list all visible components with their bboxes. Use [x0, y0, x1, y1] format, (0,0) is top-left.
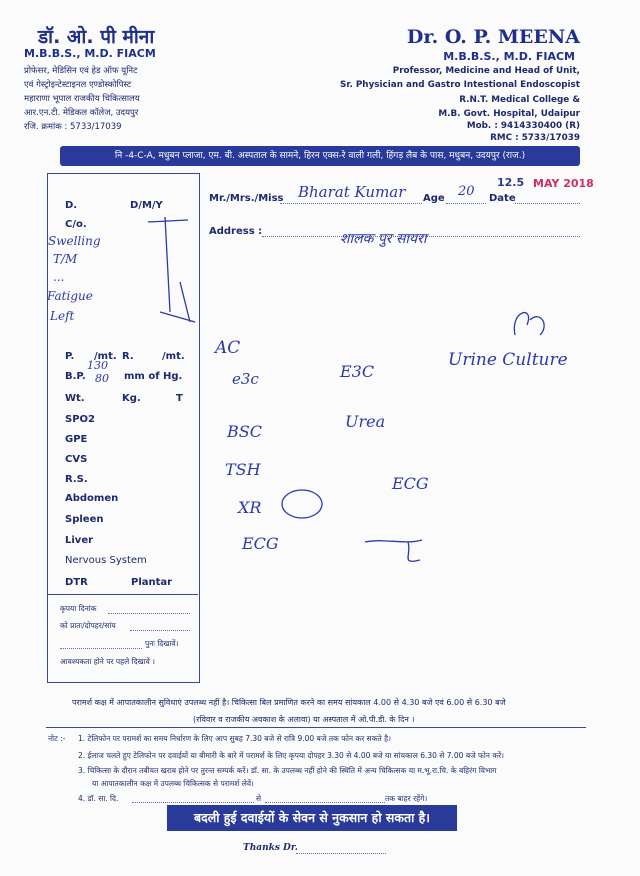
- address-handwritten: शालक पुर सायरा: [340, 231, 427, 247]
- rx-note-ecg-a: ECG: [392, 474, 429, 493]
- title-english-1: Professor, Medicine and Head of Unit,: [392, 66, 580, 76]
- bp-label: B.P.: [65, 371, 86, 382]
- kg-label: Kg.: [122, 393, 141, 404]
- abdomen-label: Abdomen: [65, 493, 119, 504]
- note-2: 2. ईलाज चलते हुए टेलिफोन पर दवाईयों या बीमारी के बारे में परामर्श के लिए कृपया दोपहर 3.30 से 4.00 बजे या सांयकाल 6.30 से 7.00 बजे फोन करें।: [78, 751, 504, 760]
- weight-label: Wt.: [65, 393, 85, 404]
- age-handwritten: 20: [458, 184, 475, 199]
- liver-label: Liver: [65, 535, 94, 546]
- pulse-label: P.: [65, 351, 75, 362]
- doctor-name-hindi: डॉ. ओ. पी मीना: [38, 26, 155, 48]
- complaint-3: ...: [53, 270, 65, 284]
- note-4c: तक बाहर रहेंगे।: [385, 794, 428, 803]
- complaint-4: Fatigue: [47, 289, 93, 303]
- followup-date-line: [108, 613, 190, 614]
- note-4-to-line: [265, 802, 385, 803]
- warning-banner: बदली हुई दवाईयों के सेवन से नुकसान हो सकता है।: [167, 805, 457, 831]
- rx-note-ac: AC: [215, 338, 241, 358]
- note-4b: से: [256, 794, 262, 803]
- clinic-address-bar: नि -4-C-A, मधुबन प्लाजा, एम. बी. अस्पताल के सामने, हिरन एक्स-रे वाली गली, हिंगड़ लैब के पास, मधुबन, उदयपुर (राज.): [60, 146, 580, 166]
- thanks-line: [296, 853, 386, 854]
- thanks-label: Thanks Dr.: [243, 843, 298, 853]
- note-1: 1. टेलिफोन पर परामर्श का समय निर्धारण के लिए आप सुबह 7.30 बजे से रात्रि 9.00 बजे तक फोन कर सकते है।: [78, 734, 391, 743]
- doctor-name-english: Dr. O. P. MEENA: [406, 26, 580, 48]
- complaint-bracket-scribble: [140, 212, 200, 332]
- rx-note-urea: Urea: [345, 412, 386, 431]
- rx-note-tsh: TSH: [225, 460, 261, 479]
- title-hindi-1: प्रोफेसर, मेडिसिन एवं हेड ऑफ यूनिट: [24, 66, 138, 76]
- notes-divider: [46, 727, 586, 729]
- rx-note-xr: XR: [238, 498, 262, 517]
- note-3b: या आपातकालीन कक्ष में उपलब्ध चिकित्सक से परामर्श लेवें।: [92, 779, 254, 788]
- title-hindi-3: महाराणा भूपाल राजकीय चिकित्सालय: [24, 94, 140, 104]
- rx-circle-scribble: [278, 486, 328, 522]
- bp-unit: mm of Hg.: [124, 371, 183, 382]
- note-4-from-line: [132, 802, 254, 803]
- complaint-5: Left: [50, 309, 75, 323]
- cvs-label: CVS: [65, 454, 88, 465]
- resp-unit: /mt.: [162, 351, 185, 362]
- followup-time-line: [130, 630, 190, 631]
- date-stamp-month: MAY 2018: [533, 177, 594, 190]
- title-english-2: Sr. Physician and Gastro Intestional Endoscopist: [340, 80, 580, 90]
- rs-label: R.S.: [65, 474, 88, 485]
- followup-line-1: कृपया दिनांक: [60, 604, 97, 613]
- rmc-number: RMC : 5733/17039: [490, 133, 580, 143]
- title-hindi-4: आर.एन.टी. मेडिकल कॉलेज, उदयपुर: [24, 108, 139, 118]
- complaint-1: Swelling: [48, 234, 101, 248]
- title-english-3: R.N.T. Medical College &: [459, 95, 580, 105]
- degree-hindi-side: M.B.B.S., M.D. FIACM: [24, 47, 156, 60]
- registration-hindi: रजि. क्रमांक : 5733/17039: [24, 122, 122, 132]
- spo2-label: SPO2: [65, 414, 95, 425]
- dmy-label: D/M/Y: [130, 200, 163, 211]
- d-label: D.: [65, 200, 78, 211]
- followup-line-3: पुनः दिखावें।: [145, 639, 179, 648]
- patient-name-line: [280, 203, 422, 204]
- rx-scribble-top: [505, 305, 555, 345]
- rx-scribble-bottom: [360, 530, 450, 570]
- mobile-number: Mob. : 9414330400 (R): [466, 121, 580, 131]
- co-label: C/o.: [65, 219, 87, 230]
- age-line: [446, 203, 486, 204]
- rx-note-e3c-b: E3C: [340, 362, 375, 381]
- note-4a: 4. डॉ. सा. दि.: [78, 794, 119, 803]
- notice-line-1: परामर्श कक्ष में आपातकालीन सुविधाएं उपलब्ध नहीं है। चिकित्सा बिल प्रमाणित करने का समय सांयकाल 4.00 से 4.30 बजे एवं 6.00 से 6.30 बजे: [72, 698, 506, 707]
- complaint-2: T/M: [53, 252, 78, 266]
- address-label: Address :: [209, 226, 263, 237]
- title-hindi-2: एवं गेस्ट्रोइन्टेस्टाइनल एण्डोस्कोपिस्ट: [24, 80, 132, 90]
- rx-note-urine-culture: Urine Culture: [448, 350, 568, 370]
- temp-label: T: [176, 393, 183, 404]
- spleen-label: Spleen: [65, 514, 104, 525]
- date-stamp-day: 12.5: [497, 176, 525, 189]
- bp-systolic-handwritten: 130: [87, 359, 108, 372]
- followup-line-4: आवश्यकता होने पर पहले दिखावें ।: [60, 657, 156, 666]
- notes-label: नोट :-: [48, 734, 66, 743]
- age-label: Age: [423, 193, 445, 204]
- resp-label: R.: [122, 351, 134, 362]
- dtr-label: DTR: [65, 577, 88, 588]
- patient-name-handwritten: Bharat Kumar: [298, 183, 406, 201]
- notice-line-2: (रविवार व राजकीय अवकाश के अलावा) या अस्पताल में ओ.पी.डी. के दिन ।: [193, 715, 415, 724]
- plantar-label: Plantar: [131, 577, 173, 588]
- degree-english: M.B.B.S., M.D. FIACM: [443, 50, 575, 63]
- date-line: [515, 203, 580, 204]
- rx-note-ecg-b: ECG: [242, 534, 279, 553]
- followup-line-2: को प्रातः/दोपहर/सांय: [60, 621, 116, 630]
- pulse-unit: /mt.: [94, 351, 117, 362]
- gpe-label: GPE: [65, 434, 88, 445]
- followup-blank-line: [60, 648, 142, 649]
- patient-name-label: Mr./Mrs./Miss: [209, 193, 284, 204]
- rx-note-bsc: BSC: [227, 422, 262, 441]
- note-3a: 3. चिकित्सा के दौरान तबीयत खराब होने पर तुरन्त सम्पर्क करें। डॉ. सा. के उपलब्ध नहीं होने की स्थिति में अन्य चिकित्सक या म.भू.रा.चि. के बहिरंग विभाग: [78, 766, 497, 775]
- date-label: Date: [489, 193, 516, 204]
- nervous-system-label: Nervous System: [65, 555, 147, 566]
- title-english-4: M.B. Govt. Hospital, Udaipur: [438, 109, 580, 119]
- sidebar-divider: [48, 594, 198, 595]
- rx-note-e3c-a: e3c: [232, 370, 259, 388]
- bp-diastolic-handwritten: 80: [95, 372, 109, 385]
